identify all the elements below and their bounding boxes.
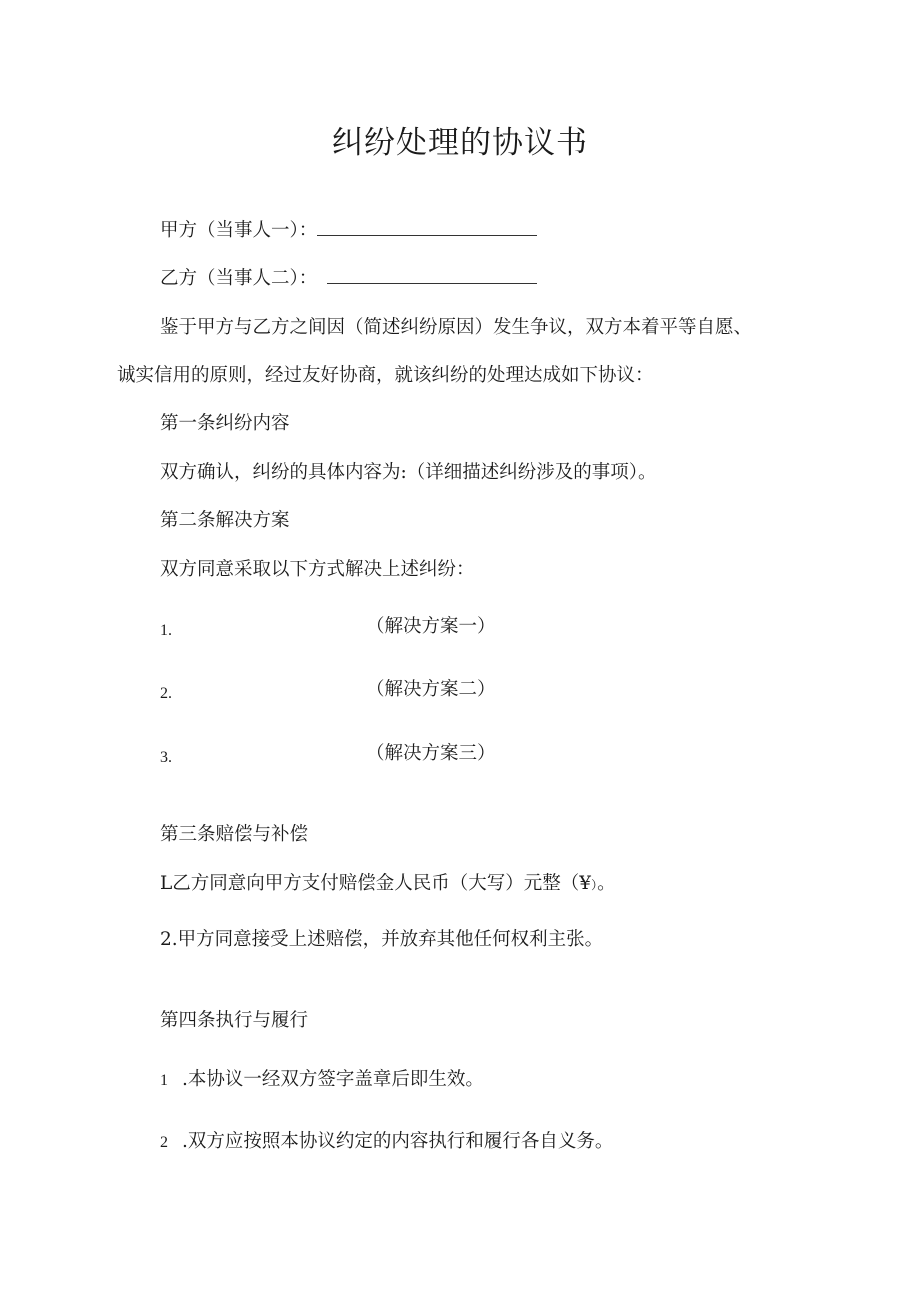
party-a-blank[interactable] — [317, 219, 537, 236]
article4-item-2-text: .双方应按照本协议约定的内容执行和履行各自义务。 — [182, 1131, 614, 1152]
article3-item-2: 2.甲方同意接受上述赔偿，并放弃其他任何权利主张。 — [160, 929, 604, 950]
article3-item-1 — [160, 872, 616, 897]
article3-item-1-main: L乙方同意向甲方支付赔偿金人民币（大写）元整（ — [160, 873, 580, 894]
article1-text: 双方确认，纠纷的具体内容为:（详细描述纠纷涉及的事项）。 — [160, 462, 657, 483]
option-1-label: （解决方案一） — [366, 616, 496, 637]
party-b-label: 乙方（当事人二）： — [160, 268, 318, 289]
intro-line-2: 诚实信用的原则，经过友好协商，就该纠纷的处理达成如下协议： — [117, 365, 654, 386]
article3-item-1-end: 。 — [597, 873, 616, 894]
article3-heading: 第三条赔偿与补偿 — [160, 824, 309, 845]
option-2-number: 2. — [160, 685, 172, 702]
party-b-blank[interactable] — [327, 267, 537, 284]
article4-item-1-text: .本协议一经双方签字盖章后即生效。 — [182, 1069, 484, 1090]
article4-item-1-number: 1 — [160, 1072, 168, 1089]
article4-item-2-number: 2 — [160, 1134, 168, 1151]
article4-item-1 — [160, 1068, 484, 1093]
intro-line-1: 鉴于甲方与乙方之间因（简述纠纷原因）发生争议，双方本着平等自愿、 — [160, 317, 753, 338]
party-a-label: 甲方（当事人一）： — [160, 220, 318, 241]
article4-item-2 — [160, 1130, 613, 1155]
party-a-line — [160, 219, 537, 243]
article2-text: 双方同意采取以下方式解决上述纠纷： — [160, 559, 475, 580]
option-3-number: 3. — [160, 749, 172, 766]
yen-sign: ¥ — [579, 873, 592, 894]
document-title: 纠纷处理的协议书 — [332, 125, 588, 161]
party-b-line — [160, 267, 537, 291]
option-1-number: 1. — [160, 622, 172, 639]
article2-heading: 第二条解决方案 — [160, 510, 290, 531]
option-3-label: （解决方案三） — [366, 743, 496, 764]
option-2-label: （解决方案二） — [366, 679, 496, 700]
article4-heading: 第四条执行与履行 — [160, 1010, 309, 1031]
yen-close-paren: ） — [591, 878, 598, 892]
article1-heading: 第一条纠纷内容 — [160, 413, 290, 434]
